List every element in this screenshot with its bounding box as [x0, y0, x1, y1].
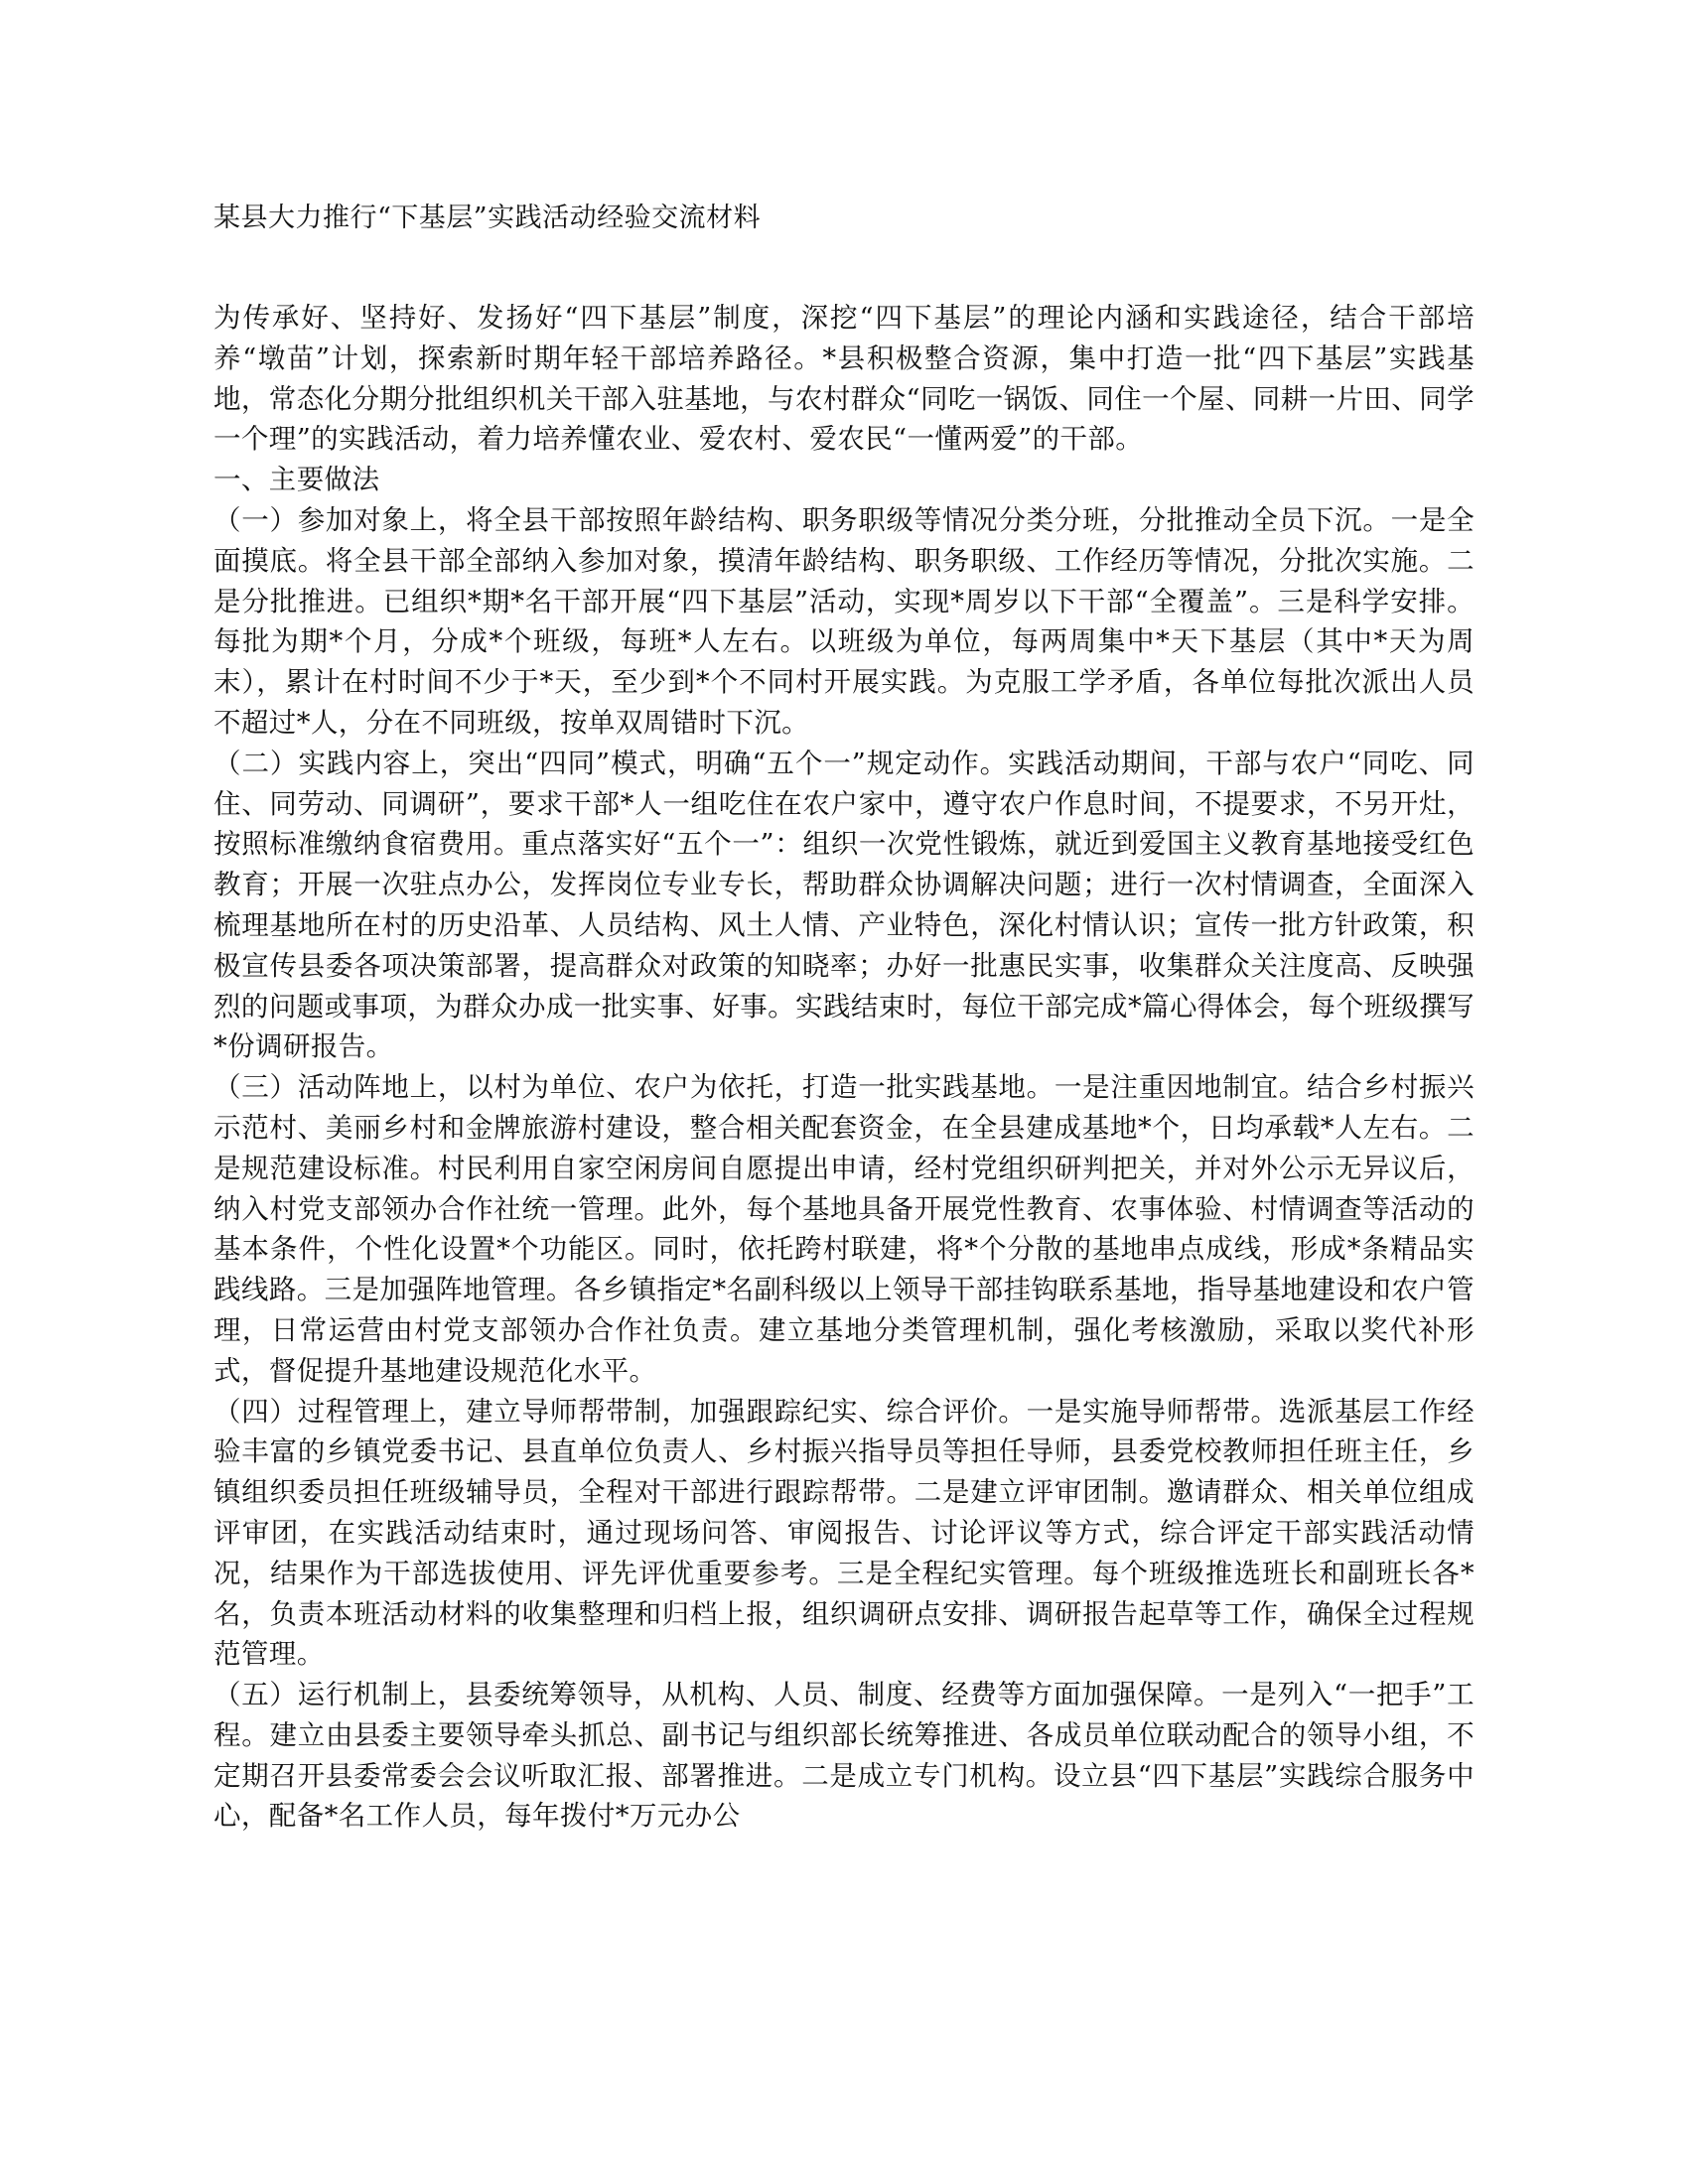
intro-paragraph: 为传承好、坚持好、发扬好“四下基层”制度，深挖“四下基层”的理论内涵和实践途径，结合干部培养“墩苗”计划，探索新时期年轻干部培养路径。*县积极整合资源，集中打造一批“四下基层”实践基地，常态化分期分批组织机关干部入驻基地，与农村群众“同吃一锅饭、同住一个屋、同耕一片田、同学一个理”的实践活动，着力培养懂农业、爱农村、爱农民“一懂两爱”的干部。 — [213, 302, 1475, 456]
body-paragraph: （二）实践内容上，突出“四同”模式，明确“五个一”规定动作。实践活动期间，干部与农户“同吃、同住、同劳动、同调研”，要求干部*人一组吃住在农户家中，遵守农户作息时间，不提要求，不另开灶，按照标准缴纳食宿费用。重点落实好“五个一”：组织一次党性锻炼，就近到爱国主义教育基地接受红色教育；开展一次驻点办公，发挥岗位专业专长，帮助群众协调解决问题；进行一次村情调查，全面深入梳理基地所在村的历史沿革、人员结构、风土人情、产业特色，深化村情认识；宣传一批方针政策，积极宣传县委各项决策部署，提高群众对政策的知晓率；办好一批惠民实事，收集群众关注度高、反映强烈的问题或事项，为群众办成一批实事、好事。实践结束时，每位干部完成*篇心得体会，每个班级撰写*份调研报告。 — [213, 747, 1475, 1063]
body-paragraph: （一）参加对象上，将全县干部按照年龄结构、职务职级等情况分类分班，分批推动全员下沉。一是全面摸底。将全县干部全部纳入参加对象，摸清年龄结构、职务职级、工作经历等情况，分批次实施。二是分批推进。已组织*期*名干部开展“四下基层”活动，实现*周岁以下干部“全覆盖”。三是科学安排。每批为期*个月，分成*个班级，每班*人左右。以班级为单位，每两周集中*天下基层（其中*天为周末），累计在村时间不少于*天，至少到*个不同村开展实践。为克服工学矛盾，各单位每批次派出人员不超过*人，分在不同班级，按单双周错时下沉。 — [213, 503, 1475, 739]
section-heading: 一、主要做法 — [213, 464, 380, 496]
body-paragraph: （五）运行机制上，县委统筹领导，从机构、人员、制度、经费等方面加强保障。一是列入“一把手”工程。建立由县委主要领导牵头抓总、副书记与组织部长统筹推进、各成员单位联动配合的领导小组，不定期召开县委常委会会议听取汇报、部署推进。二是成立专门机构。设立县“四下基层”实践综合服务中心，配备*名工作人员，每年拨付*万元办公 — [213, 1679, 1475, 1833]
document-body — [213, 298, 1475, 1837]
document-title: 某县大力推行“下基层”实践活动经验交流材料 — [213, 203, 762, 233]
body-paragraph: （三）活动阵地上，以村为单位、农户为依托，打造一批实践基地。一是注重因地制宜。结合乡村振兴示范村、美丽乡村和金牌旅游村建设，整合相关配套资金，在全县建成基地*个，日均承载*人左右。二是规范建设标准。村民利用自家空闲房间自愿提出申请，经村党组织研判把关，并对外公示无异议后，纳入村党支部领办合作社统一管理。此外，每个基地具备开展党性教育、农事体验、村情调查等活动的基本条件，个性化设置*个功能区。同时，依托跨村联建，将*个分散的基地串点成线，形成*条精品实践线路。三是加强阵地管理。各乡镇指定*名副科级以上领导干部挂钩联系基地，指导基地建设和农户管理，日常运营由村党支部领办合作社负责。建立基地分类管理机制，强化考核激励，采取以奖代补形式，督促提升基地建设规范化水平。 — [213, 1071, 1475, 1387]
body-paragraph: （四）过程管理上，建立导师帮带制，加强跟踪纪实、综合评价。一是实施导师帮带。选派基层工作经验丰富的乡镇党委书记、县直单位负责人、乡村振兴指导员等担任导师，县委党校教师担任班主任，乡镇组织委员担任班级辅导员，全程对干部进行跟踪帮带。二是建立评审团制。邀请群众、相关单位组成评审团，在实践活动结束时，通过现场问答、审阅报告、讨论评议等方式，综合评定干部实践活动情况，结果作为干部选拔使用、评先评优重要参考。三是全程纪实管理。每个班级推选班长和副班长各*名，负责本班活动材料的收集整理和归档上报，组织调研点安排、调研报告起草等工作，确保全过程规范管理。 — [213, 1395, 1475, 1671]
